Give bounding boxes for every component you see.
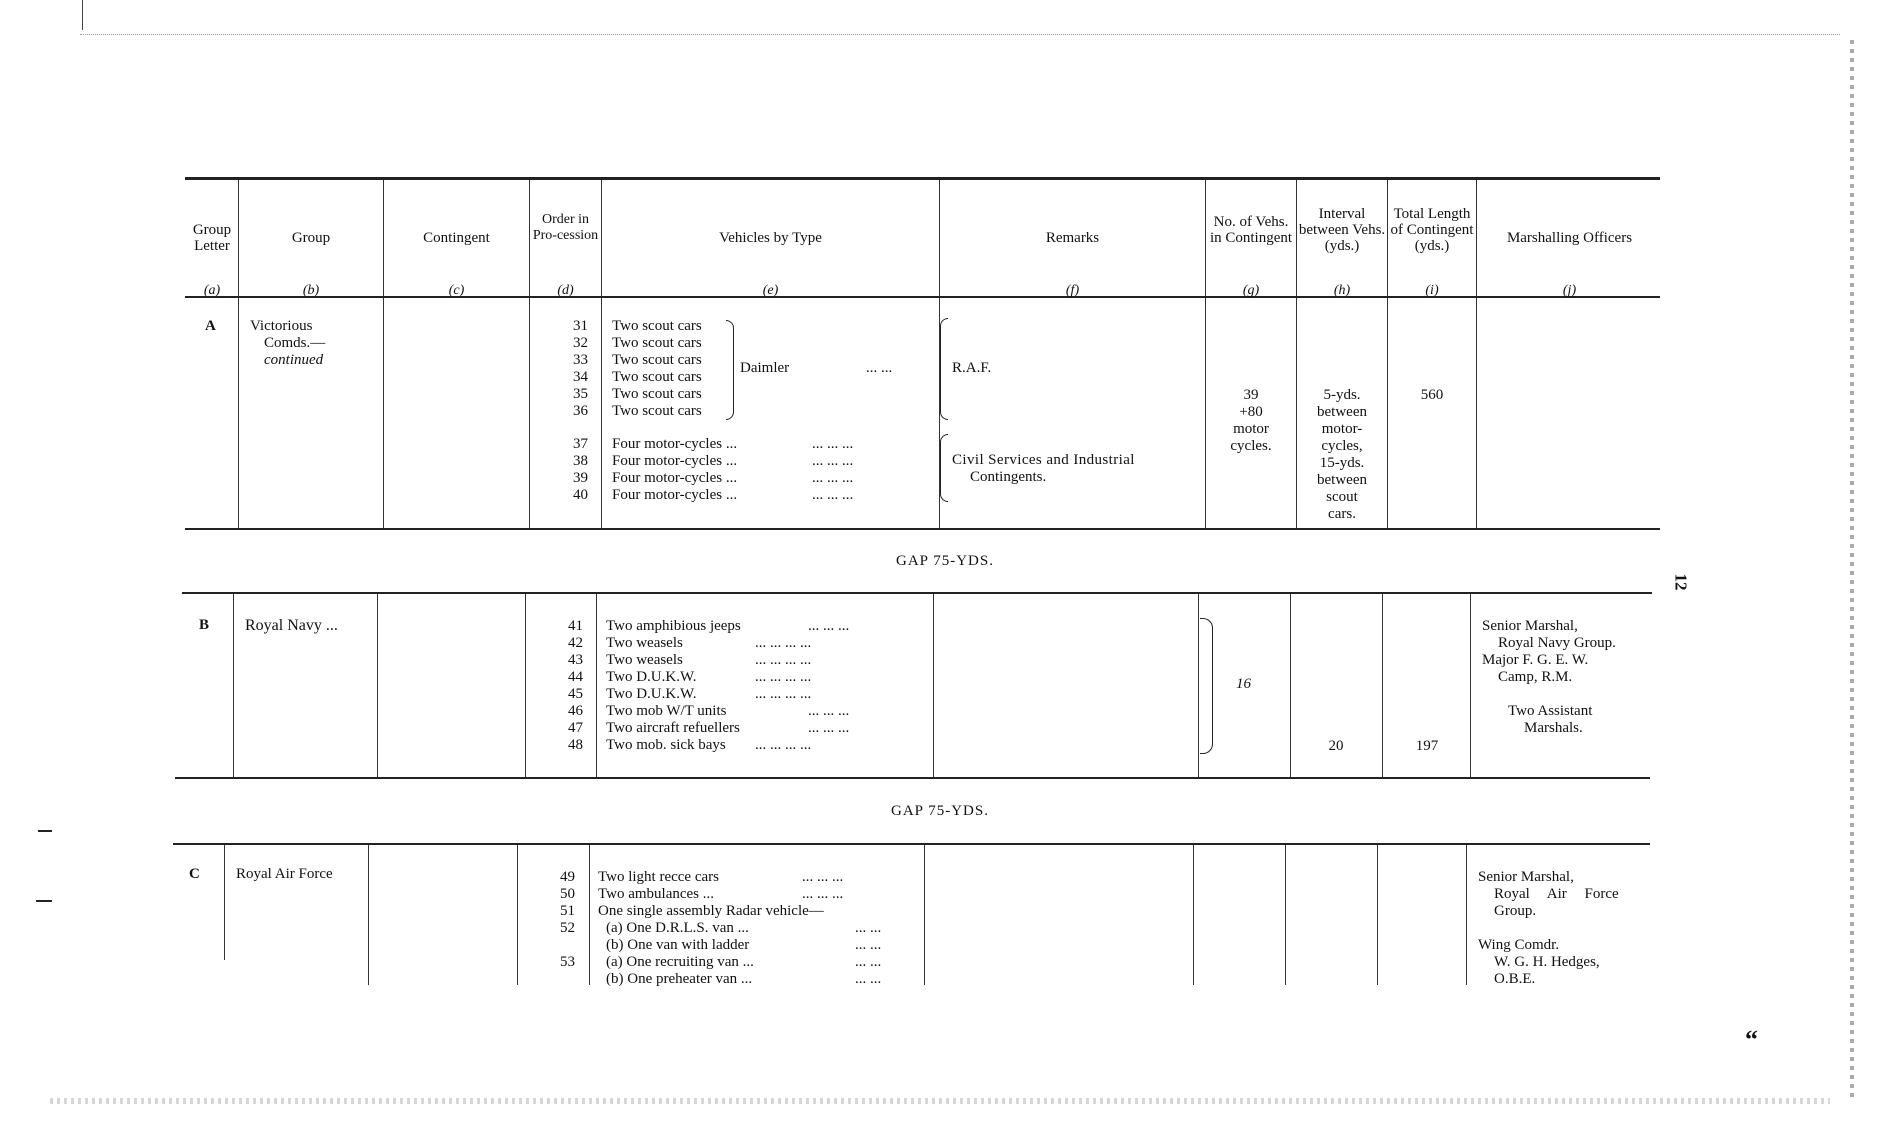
leader-dots: ... ... ...	[802, 886, 844, 902]
interval-value: motor-	[1321, 421, 1363, 437]
officer-line: Royal Navy Group.	[1498, 635, 1616, 651]
header-letter: (j)	[1562, 283, 1577, 298]
leader-dots: ... ... ...	[802, 869, 844, 885]
table-top-rule	[185, 177, 1660, 180]
section-b-col-divider	[1198, 594, 1199, 777]
order-number: 32	[573, 335, 588, 351]
order-number: 53	[560, 954, 575, 970]
scan-edge-top	[80, 34, 1840, 36]
section-b-bottom-rule	[175, 777, 1650, 779]
remark-civil: Civil Services and Industrial	[952, 452, 1135, 468]
vehicle-entry: Two scout cars	[612, 386, 702, 402]
scan-edge-right	[1850, 40, 1854, 1100]
section-a-col-divider	[1387, 298, 1388, 528]
officer-line: Major F. G. E. W.	[1482, 652, 1589, 668]
section-b-top-rule	[182, 592, 1652, 594]
officer-line: Camp, R.M.	[1498, 669, 1573, 685]
vehicle-entry: (a) One recruiting van ...	[606, 954, 754, 970]
header-vehicles: Vehicles by Type	[719, 230, 822, 246]
gap-label: GAP 75-YDS.	[891, 803, 989, 819]
header-no-vehs: No. of Vehs. in Contingent	[1209, 214, 1293, 246]
vehicle-entry: (b) One van with ladder	[606, 937, 750, 953]
section-a-group-continued: continued	[264, 352, 324, 368]
interval-value: between	[1317, 404, 1367, 420]
order-number: 46	[568, 703, 583, 719]
vehicle-entry: Four motor-cycles ...	[612, 487, 738, 503]
interval-value: cycles,	[1321, 438, 1363, 454]
officer-line: O.B.E.	[1494, 971, 1536, 987]
leader-dots: ... ...	[855, 971, 882, 987]
section-c-group: Royal Air Force	[236, 866, 333, 882]
leader-dots: ... ... ...	[808, 618, 850, 634]
section-c-col-divider	[1193, 845, 1194, 985]
vehicle-entry: Four motor-cycles ...	[612, 470, 738, 486]
leader-dots: ... ... ...	[808, 703, 850, 719]
officer-line: Wing Comdr.	[1478, 937, 1560, 953]
remark-raf: R.A.F.	[952, 360, 992, 376]
section-c-letter: C	[189, 866, 200, 882]
vehicle-entry: Two scout cars	[612, 352, 702, 368]
section-a-col-divider	[529, 298, 530, 528]
header-letter: (d)	[557, 283, 574, 298]
leader-dots: ... ... ...	[812, 453, 854, 469]
interval-value: 5-yds.	[1323, 387, 1361, 403]
officer-line: Group.	[1494, 903, 1537, 919]
order-number: 45	[568, 686, 583, 702]
vehicle-entry: (b) One preheater van ...	[606, 971, 753, 987]
leader-dots: ... ... ...	[812, 487, 854, 503]
section-a-group-line: Victorious	[250, 318, 313, 334]
vehicle-entry: Two mob W/T units	[606, 703, 727, 719]
header-letter: (b)	[302, 283, 320, 298]
order-number: 47	[568, 720, 583, 736]
officer-line: W. G. H. Hedges,	[1494, 954, 1600, 970]
header-marshalling: Marshalling Officers	[1506, 230, 1633, 246]
header-letter: (h)	[1333, 283, 1351, 298]
no-vehs-value: +80	[1239, 404, 1263, 420]
order-number: 31	[573, 318, 588, 334]
vehicle-entry: Two amphibious jeeps	[606, 618, 741, 634]
total-length-value: 560	[1420, 387, 1444, 403]
order-number: 49	[560, 869, 575, 885]
vehicle-entry: Two weasels	[606, 652, 683, 668]
order-number: 42	[568, 635, 583, 651]
vehicle-entry: Two scout cars	[612, 403, 702, 419]
section-c-col-divider	[368, 845, 369, 985]
vehicle-entry: Two scout cars	[612, 318, 702, 334]
vehicle-entry: Two D.U.K.W.	[606, 686, 697, 702]
leader-dots: ... ...	[866, 360, 893, 376]
section-b-group: Royal Navy ...	[245, 617, 338, 634]
vehicle-entry: Two ambulances ...	[598, 886, 715, 902]
order-number: 44	[568, 669, 583, 685]
vehicle-entry: Two light recce cars	[598, 869, 719, 885]
remark-civil: Contingents.	[970, 469, 1047, 485]
order-number: 50	[560, 886, 575, 902]
no-vehs-value: motor	[1233, 421, 1269, 437]
vehicle-entry: Two weasels	[606, 635, 683, 651]
section-c-top-rule	[173, 843, 1650, 845]
order-number: 52	[560, 920, 575, 936]
leader-dots: ... ... ... ...	[755, 652, 812, 668]
section-b-col-divider	[377, 594, 378, 777]
ink-mark: “	[1745, 1025, 1758, 1054]
interval-value: 20	[1328, 738, 1344, 754]
order-number: 41	[568, 618, 583, 634]
order-number: 38	[573, 453, 588, 469]
leader-dots: ... ...	[855, 954, 882, 970]
order-number: 39	[573, 470, 588, 486]
leader-dots: ... ... ...	[812, 436, 854, 452]
section-a-letter: A	[205, 318, 216, 334]
officer-line: Senior Marshal,	[1478, 869, 1574, 885]
header-letter: (a)	[203, 283, 221, 298]
leader-dots: ... ... ...	[808, 720, 850, 736]
officer-line: Marshals.	[1524, 720, 1583, 736]
section-c-col-divider	[589, 845, 590, 985]
leader-dots: ... ... ... ...	[755, 737, 812, 753]
vehicle-entry: Four motor-cycles ...	[612, 436, 738, 452]
vehicle-entry: (a) One D.R.L.S. van ...	[606, 920, 749, 936]
header-total-length: Total Length of Contingent (yds.)	[1390, 206, 1474, 254]
vehicle-entry: Four motor-cycles ...	[612, 453, 738, 469]
header-letter: (i)	[1425, 283, 1439, 298]
vehicle-entry: Two mob. sick bays	[606, 737, 726, 753]
daimler-brace	[726, 320, 734, 420]
order-number: 37	[573, 436, 588, 452]
vehicle-entry: Two D.U.K.W.	[606, 669, 697, 685]
vehicle-entry: Two scout cars	[612, 335, 702, 351]
civil-brace	[940, 434, 948, 502]
section-a-group-line: Comds.—	[264, 335, 326, 351]
leader-dots: ... ... ... ...	[755, 686, 812, 702]
section-a-col-divider	[238, 298, 239, 528]
no-vehs-brace	[1200, 618, 1213, 754]
section-a-col-divider	[601, 298, 602, 528]
section-b-col-divider	[596, 594, 597, 777]
leader-dots: ... ...	[855, 937, 882, 953]
order-number: 36	[573, 403, 588, 419]
header-group: Group	[291, 230, 331, 246]
section-a-col-divider	[383, 298, 384, 528]
raf-brace	[940, 318, 948, 420]
header-contingent: Contingent	[423, 230, 490, 246]
vehicle-entry: Two scout cars	[612, 369, 702, 385]
section-c-col-divider	[517, 845, 518, 985]
section-b-col-divider	[525, 594, 526, 777]
no-vehs-value: 16	[1236, 676, 1251, 692]
page-number: 12	[1671, 573, 1691, 591]
interval-value: cars.	[1328, 506, 1356, 522]
leader-dots: ... ... ... ...	[755, 635, 812, 651]
header-letter: (f)	[1065, 283, 1080, 298]
section-c-col-divider	[924, 845, 925, 985]
gap-label: GAP 75-YDS.	[896, 553, 994, 569]
section-b-letter: B	[199, 617, 210, 633]
leader-dots: ... ... ... ...	[755, 669, 812, 685]
no-vehs-value: cycles.	[1230, 438, 1272, 454]
header-interval: Interval between Vehs. (yds.)	[1298, 206, 1386, 254]
no-vehs-value: 39	[1243, 387, 1259, 403]
officer-line: Royal Air Force	[1494, 886, 1619, 902]
vehicle-entry: Two aircraft refuellers	[606, 720, 740, 736]
header-order: Order in Pro-cession	[532, 212, 599, 243]
header-group-letter: Group Letter	[192, 222, 232, 254]
header-letter: (e)	[762, 283, 779, 298]
scan-edge-bottom	[50, 1098, 1830, 1104]
header-letter: (c)	[448, 283, 465, 298]
section-a-bottom-rule	[185, 528, 1660, 530]
order-number: 33	[573, 352, 588, 368]
section-b-col-divider	[233, 594, 234, 777]
section-c-col-divider	[1377, 845, 1378, 985]
left-margin-mark	[36, 900, 52, 902]
vehicle-entry: One single assembly Radar vehicle—	[598, 903, 824, 919]
order-number: 43	[568, 652, 583, 668]
officer-line: Senior Marshal,	[1482, 618, 1578, 634]
section-a-col-divider	[1476, 298, 1477, 528]
header-remarks: Remarks	[1045, 230, 1100, 246]
leader-dots: ... ... ...	[812, 470, 854, 486]
interval-value: between	[1317, 472, 1367, 488]
order-number: 40	[573, 487, 588, 503]
officer-line: Two Assistant	[1508, 703, 1593, 719]
order-number: 35	[573, 386, 588, 402]
section-b-col-divider	[933, 594, 934, 777]
left-margin-mark	[82, 0, 83, 30]
order-number: 34	[573, 369, 588, 385]
order-number: 48	[568, 737, 583, 753]
section-c-col-divider	[224, 845, 225, 960]
section-c-col-divider	[1285, 845, 1286, 985]
section-c-col-divider	[1466, 845, 1467, 985]
header-letter: (g)	[1242, 283, 1260, 298]
leader-dots: ... ...	[855, 920, 882, 936]
daimler-label: Daimler	[740, 360, 790, 376]
left-margin-mark	[38, 830, 52, 832]
interval-value: scout	[1326, 489, 1358, 505]
interval-value: 15-yds.	[1319, 455, 1365, 471]
order-number: 51	[560, 903, 575, 919]
total-length-value: 197	[1415, 738, 1439, 754]
